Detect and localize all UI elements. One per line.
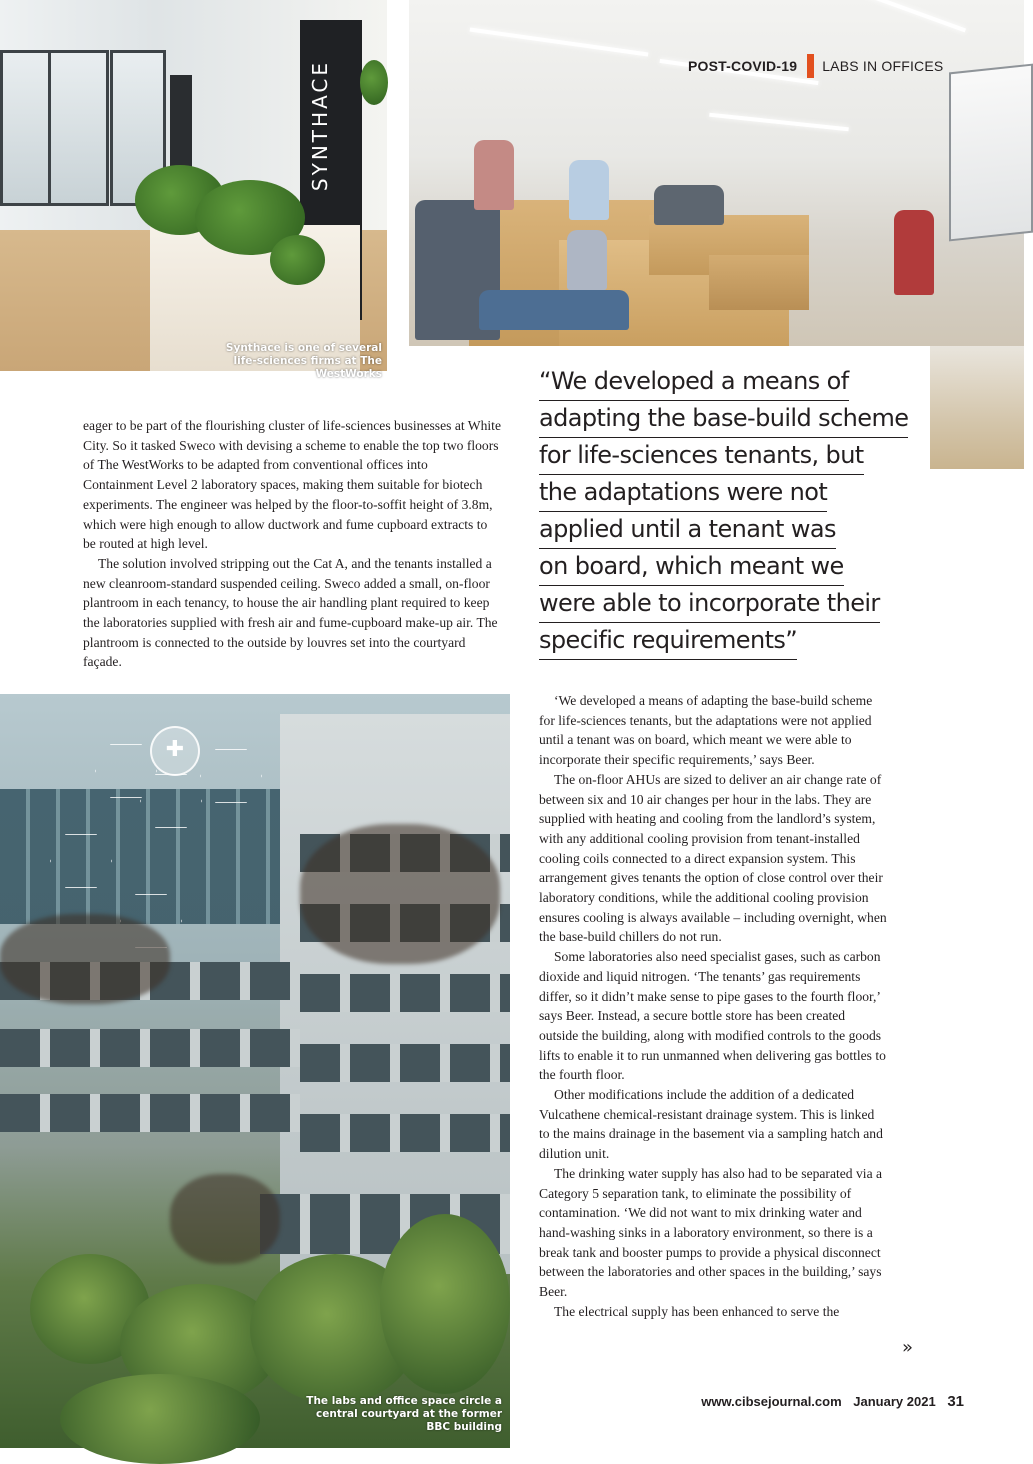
right-text-column xyxy=(539,691,887,1322)
pull-quote-line: the adaptations were not xyxy=(539,475,827,512)
body-paragraph: eager to be part of the flourishing cluster of life-sciences businesses at White City. So it tasked Sweco with devising a scheme to enable the top two floors of The WestWorks to be adapted from conventional offices into Containment Level 2 laboratory spaces, making them suitable for biotech experiments. The engineer was helped by the floor-to-soffit height of 3.8m, which were high enough to allow ductwork and fume cupboard extracts to be routed at high level. xyxy=(83,418,501,552)
body-paragraph: ‘We developed a means of adapting the base-build scheme for life-sciences tenants, but the adaptations were not applied until a tenant was on board, which meant we were able to incorporate their specific requirements,’ says Beer. xyxy=(539,693,873,768)
body-paragraph: The drinking water supply has also had to be separated via a Category 5 separation tank, to eliminate the possibility of contamination. ‘We did not want to mix drinking water and hand-washing sinks in a laboratory environment, so there is a break tank and booster pumps to provide a physical disconnect between the laboratories and other spaces in the building,’ says Beer. xyxy=(539,1165,883,1300)
body-paragraph: The solution involved stripping out the Cat A, and the tenants installed a new cleanroom-standard suspended ceiling. Sweco added a small, on-floor plantroom in each tenancy, to house the air handling plant required to keep the laboratories supplied with fresh air and fume-cupboard make-up air. The plantroom is connected to the outside by louvres set into the courtyard façade. xyxy=(83,555,498,670)
topic-label: LABS IN OFFICES xyxy=(822,58,944,74)
body-paragraph: The on-floor AHUs are sized to deliver an air change rate of between six and 10 air changes per hour in the labs. They are supplied with heating and cooling from the landlord’s system, with any additional cooling provision from tenant-installed cooling coils connected to a direct expansion system. This arrangement gives tenants the option of close control over their laboratory conditions, while the additional cooling provision ensures cooling is always available – including overnight, when the base-build chillers do not run. xyxy=(539,771,887,945)
continued-arrow-icon: » xyxy=(902,1337,914,1358)
footer-issue: January 2021 xyxy=(853,1394,936,1409)
pull-quote-line: were able to incorporate their xyxy=(539,586,880,623)
pull-quote-line: specific requirements” xyxy=(539,623,797,660)
body-paragraph: Other modifications include the addition of a dedicated Vulcathene chemical-resistant drainage system. This is linked to the mains drainage in the basement via a sampling hatch and dilution unit. xyxy=(539,1087,883,1162)
pull-quote-line: applied until a tenant was xyxy=(539,512,836,549)
courtyard-building-photo xyxy=(0,694,510,1448)
body-paragraph: Some laboratories also need specialist gases, such as carbon dioxide and liquid nitrogen. ‘The tenants’ gas requirements differ, so it didn’t make sense to pipe gases to the fourth floor,’ says Beer. Instead, a secure bottle store has been created outside the building, along with modified controls to the goods lifts to enable it to run unmanned when delivering gas bottles to the fourth floor. xyxy=(539,949,886,1083)
footer-url[interactable]: www.cibsejournal.com xyxy=(701,1394,842,1409)
building-photo-caption: The labs and office space circle a central courtyard at the former BBC building xyxy=(306,1395,502,1433)
page-number: 31 xyxy=(947,1393,964,1410)
synthace-reception-photo xyxy=(0,0,387,380)
left-text-column xyxy=(83,416,501,672)
synthace-photo-caption: Synthace is one of several life-sciences firms at The WestWorks xyxy=(225,342,382,380)
section-header xyxy=(688,52,943,80)
medical-kit-icon: ✚ xyxy=(150,726,200,776)
synthace-sign-text: SYNTHACE xyxy=(308,60,332,192)
page-footer xyxy=(701,1393,964,1410)
section-label: POST-COVID-19 xyxy=(688,58,798,74)
presentation-screen xyxy=(949,64,1033,242)
pull-quote-line: on board, which meant we xyxy=(539,549,844,586)
pull-quote xyxy=(539,364,911,660)
body-paragraph: The electrical supply has been enhanced to serve the xyxy=(554,1303,840,1319)
pull-quote-line: for life-sciences tenants, but xyxy=(539,438,864,475)
office-photo-extension xyxy=(930,346,1024,469)
pull-quote-line: adapting the base-build scheme xyxy=(539,401,908,438)
header-divider xyxy=(807,54,814,78)
pull-quote-line: “We developed a means of xyxy=(539,364,849,401)
